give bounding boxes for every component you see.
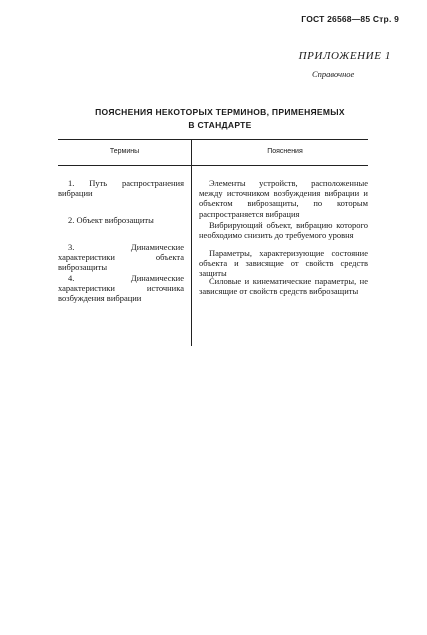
table-row-4-explanation: Силовые и кинематические параметры, не зависящие от свойств средств виброзащиты	[199, 276, 368, 297]
table-row-2-explanation: Вибрирующий объект, вибрацию которого необходимо снизить до требуемого уровня	[199, 220, 368, 241]
table-row-3-explanation: Параметры, характеризующие состояние объекта и зависящие от свойств средств защиты	[199, 248, 368, 279]
column-header-explanations: Пояснения	[267, 148, 303, 155]
page-header: ГОСТ 26568—85 Стр. 9	[301, 14, 399, 24]
terms-table	[58, 139, 368, 346]
table-row-4-term: 4. Динамические характеристики источника возбуждения вибрации	[58, 273, 184, 304]
table-row-1-term: 1. Путь распространения вибрации	[58, 178, 184, 199]
document-title-line-2: В СТАНДАРТЕ	[188, 120, 252, 130]
table-row-2-term: 2. Объект виброзащиты	[68, 215, 154, 225]
document-title-line-1: ПОЯСНЕНИЯ НЕКОТОРЫХ ТЕРМИНОВ, ПРИМЕНЯЕМЫХ	[95, 107, 345, 117]
appendix-subtitle: Справочное	[312, 69, 355, 79]
document-title	[40, 106, 400, 132]
appendix-title: ПРИЛОЖЕНИЕ 1	[298, 50, 391, 62]
column-header-terms: Термины	[109, 148, 140, 155]
table-header-rule	[58, 165, 368, 166]
table-top-rule	[58, 139, 368, 140]
table-row-1-explanation: Элементы устройств, расположенные между источником возбуждения вибрации и объектом виброзащиты, по которым распространяется вибрация	[199, 178, 368, 219]
table-row-3-term: 3. Динамические характеристики объекта виброзащиты	[58, 242, 184, 273]
table-column-divider	[191, 139, 192, 346]
